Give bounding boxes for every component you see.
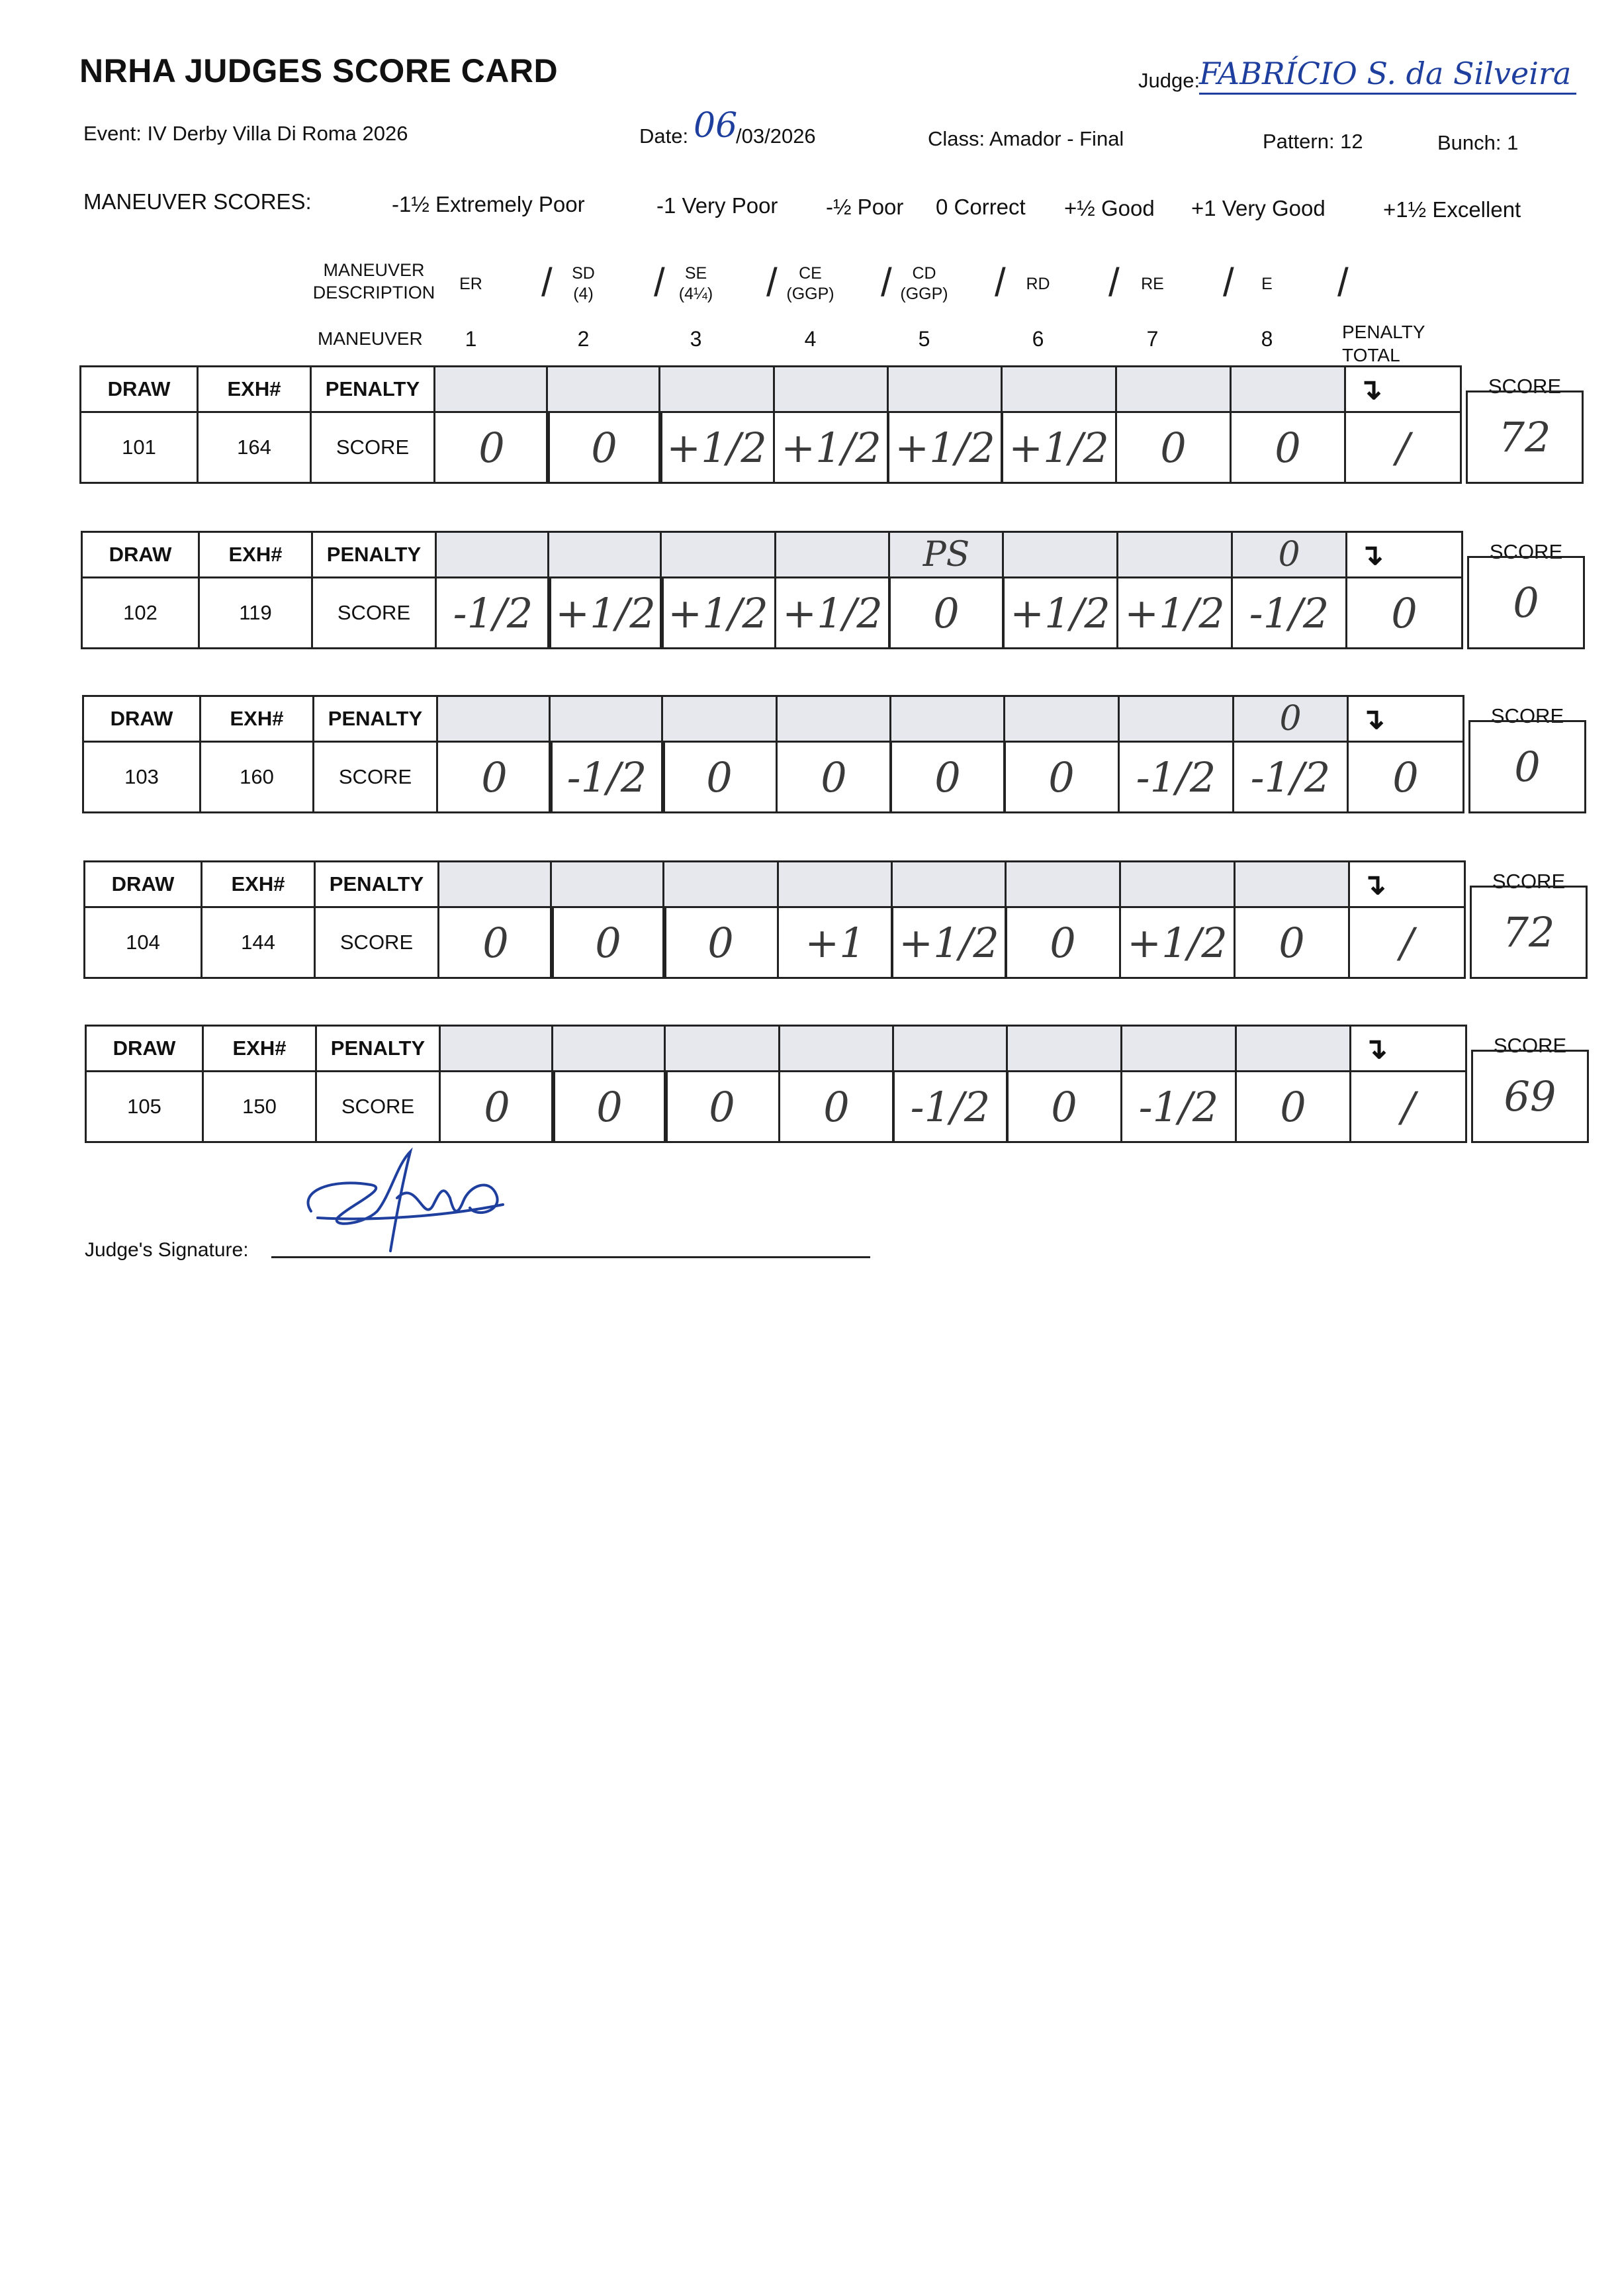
maneuver-number: 7	[1146, 327, 1159, 351]
penalty-total-header: ↴	[1349, 1025, 1467, 1072]
maneuver-score: 0	[1235, 1070, 1351, 1143]
penalty-cell	[1235, 1025, 1351, 1072]
separator-slash: /	[995, 260, 1006, 304]
maneuver-score: +1/2	[1119, 906, 1236, 979]
penalty-cell	[1119, 860, 1236, 908]
maneuver-number: 5	[918, 327, 930, 351]
maneuver-score: -1/2	[892, 1070, 1009, 1143]
penalty-total-header: ↴	[1347, 695, 1464, 743]
penalty-cell	[1002, 531, 1118, 578]
maneuver-code-text: SE	[684, 264, 707, 283]
penalty-cell	[1003, 695, 1120, 743]
maneuver-score: -1/2	[1232, 741, 1349, 813]
penalty-cell	[1006, 1025, 1122, 1072]
penalty-header: PENALTY	[311, 531, 437, 578]
exh-header: EXH#	[201, 860, 316, 908]
draw-header: DRAW	[83, 860, 202, 908]
maneuver-score: 0	[1115, 411, 1232, 484]
score-row-label: SCORE	[315, 1070, 441, 1143]
maneuver-score: -1/2	[1231, 576, 1347, 649]
pattern-number: Pattern: 12	[1263, 130, 1363, 153]
judge-label: Judge:	[1138, 69, 1200, 92]
maneuver-code-text: CE	[799, 264, 822, 283]
exhibitor-number: 119	[198, 576, 313, 649]
draw-header: DRAW	[85, 1025, 204, 1072]
draw-header: DRAW	[82, 695, 201, 743]
draw-number: 104	[83, 906, 202, 979]
penalty-cell	[546, 365, 662, 413]
penalty-cell	[433, 365, 550, 413]
maneuver-score: 0	[1230, 411, 1346, 484]
maneuver-number: 4	[804, 327, 817, 351]
exh-header: EXH#	[198, 531, 313, 578]
penalty-cell	[887, 365, 1003, 413]
maneuver-number: 2	[577, 327, 590, 351]
maneuver-score: +1/2	[773, 411, 889, 484]
score-row-label: SCORE	[314, 906, 439, 979]
penalty-cell	[439, 1025, 555, 1072]
penalty-cell	[1234, 860, 1350, 908]
maneuver-score: +1/2	[887, 411, 1003, 484]
exhibitor-number: 160	[199, 741, 314, 813]
separator-slash: /	[654, 260, 665, 304]
penalty-cell	[661, 695, 778, 743]
bunch-number: Bunch: 1	[1437, 131, 1519, 154]
penalty-total: 0	[1345, 576, 1463, 649]
maneuver-score: 0	[433, 411, 550, 484]
penalty-cell	[658, 365, 775, 413]
score-row-block	[85, 1025, 1587, 1157]
draw-header: DRAW	[79, 365, 199, 413]
legend-item: -½ Poor	[826, 195, 904, 219]
penalty-cell	[1116, 531, 1233, 578]
exhibitor-number: 164	[197, 411, 312, 484]
exh-header: EXH#	[199, 695, 314, 743]
score-row-block	[81, 531, 1583, 663]
penalty-total-label: PENALTY TOTAL	[1342, 322, 1425, 365]
penalty-header: PENALTY	[314, 860, 439, 908]
score-row-block	[82, 695, 1584, 827]
maneuver-score: +1/2	[658, 411, 775, 484]
maneuver-score: 0	[436, 741, 553, 813]
maneuver-score: -1/2	[1120, 1070, 1237, 1143]
penalty-cell	[660, 531, 776, 578]
penalty-cell	[550, 860, 666, 908]
maneuver-score: 0	[778, 1070, 895, 1143]
maneuver-code	[781, 263, 840, 305]
separator-slash: /	[1337, 260, 1349, 304]
penalty-cell	[891, 860, 1007, 908]
score-box: 0	[1467, 556, 1585, 649]
penalty-cell	[664, 1025, 780, 1072]
class-name: Class: Amador - Final	[928, 127, 1124, 150]
maneuver-score: 0	[437, 906, 554, 979]
score-row-label: SCORE	[312, 741, 438, 813]
penalty-cell	[776, 695, 892, 743]
penalty-cell	[892, 1025, 1009, 1072]
maneuver-number: 1	[465, 327, 477, 351]
maneuver-number: 6	[1032, 327, 1044, 351]
penalty-cell	[437, 860, 554, 908]
exhibitor-number: 150	[202, 1070, 317, 1143]
penalty-header: PENALTY	[312, 695, 438, 743]
maneuver-score: 0	[662, 906, 779, 979]
penalty-cell	[551, 1025, 668, 1072]
penalty-header: PENALTY	[310, 365, 435, 413]
judge-name: FABRÍCIO S. da Silveira	[1199, 56, 1576, 95]
maneuver-score: +1/2	[774, 576, 891, 649]
separator-slash: /	[541, 260, 553, 304]
penalty-cell	[549, 695, 665, 743]
maneuver-code-text: RE	[1141, 275, 1164, 293]
maneuver-score: 0	[546, 411, 662, 484]
score-box: 69	[1471, 1050, 1589, 1143]
exh-header: EXH#	[202, 1025, 317, 1072]
maneuver-score: 0	[888, 576, 1005, 649]
score-row-block	[79, 365, 1582, 498]
score-column-label: SCORE	[1493, 1034, 1567, 1057]
separator-slash: /	[1108, 260, 1120, 304]
maneuver-code-text: RD	[1026, 275, 1050, 293]
penalty-cell	[778, 1025, 895, 1072]
exhibitor-number: 144	[201, 906, 316, 979]
maneuver-score: +1/2	[660, 576, 776, 649]
maneuver-score: +1/2	[1116, 576, 1233, 649]
maneuver-score: 0	[551, 1070, 668, 1143]
maneuver-code-text: SD	[572, 264, 595, 283]
penalty-cell	[1230, 365, 1346, 413]
penalty-cell	[1005, 860, 1121, 908]
separator-slash: /	[881, 260, 892, 304]
maneuver-score: 0	[1003, 741, 1120, 813]
penalty-cell	[777, 860, 893, 908]
judge-signature	[291, 1138, 529, 1264]
penalty-cell	[1120, 1025, 1237, 1072]
score-box: 0	[1468, 720, 1586, 813]
date-rest: /03/2026	[736, 124, 816, 148]
penalty-total-header: ↴	[1344, 365, 1462, 413]
maneuver-code-text: E	[1261, 275, 1273, 293]
penalty-cell: PS	[888, 531, 1005, 578]
date-day: 06	[694, 106, 738, 146]
event-name: Event: IV Derby Villa Di Roma 2026	[83, 122, 408, 145]
maneuver-code	[1123, 274, 1183, 295]
draw-number: 102	[81, 576, 200, 649]
maneuver-score: +1	[777, 906, 893, 979]
draw-number: 105	[85, 1070, 204, 1143]
maneuver-number: 3	[690, 327, 702, 351]
maneuver-score: 0	[439, 1070, 555, 1143]
maneuver-code-detail: (GGP)	[786, 285, 834, 304]
penalty-cell: 0	[1231, 531, 1347, 578]
penalty-cell	[774, 531, 891, 578]
penalty-total: 0	[1347, 741, 1464, 813]
score-row-block	[83, 860, 1586, 993]
maneuver-score: +1/2	[1002, 576, 1118, 649]
legend-item: 0 Correct	[936, 195, 1026, 219]
maneuver-description-label: MANEUVER DESCRIPTION	[312, 260, 435, 302]
exh-header: EXH#	[197, 365, 312, 413]
penalty-header: PENALTY	[315, 1025, 441, 1072]
score-box: 72	[1466, 390, 1584, 484]
score-row-label: SCORE	[310, 411, 435, 484]
score-row-label: SCORE	[311, 576, 437, 649]
penalty-cell	[1115, 365, 1232, 413]
penalty-total: /	[1344, 411, 1462, 484]
penalty-cell	[773, 365, 889, 413]
maneuver-score: 0	[550, 906, 666, 979]
maneuver-code-text: CD	[912, 264, 936, 283]
maneuver-score: +1/2	[547, 576, 664, 649]
date-label: Date:	[639, 124, 689, 148]
maneuver-score: 0	[776, 741, 892, 813]
maneuver-code-detail: (4)	[573, 285, 594, 304]
penalty-total-header: ↴	[1345, 531, 1463, 578]
maneuver-code-text: ER	[459, 275, 482, 293]
maneuver-score: 0	[1006, 1070, 1122, 1143]
penalty-cell	[435, 531, 551, 578]
draw-number: 103	[82, 741, 201, 813]
maneuver-code	[441, 274, 501, 295]
draw-header: DRAW	[81, 531, 200, 578]
penalty-cell	[662, 860, 779, 908]
maneuver-score: 0	[889, 741, 1006, 813]
maneuver-code-detail: (GGP)	[900, 285, 948, 304]
maneuver-score: -1/2	[1118, 741, 1234, 813]
penalty-cell	[889, 695, 1006, 743]
maneuver-scores-label: MANEUVER SCORES:	[83, 189, 312, 214]
separator-slash: /	[766, 260, 778, 304]
legend-item: +1½ Excellent	[1383, 197, 1521, 222]
score-column-label: SCORE	[1489, 540, 1563, 563]
penalty-total: /	[1349, 1070, 1467, 1143]
maneuver-code	[895, 263, 954, 305]
maneuver-score: +1/2	[891, 906, 1007, 979]
penalty-total-header: ↴	[1348, 860, 1466, 908]
maneuver-score: -1/2	[549, 741, 665, 813]
maneuver-score: -1/2	[435, 576, 551, 649]
maneuver-number: 8	[1261, 327, 1273, 351]
signature-label: Judge's Signature:	[85, 1239, 249, 1261]
penalty-cell: 0	[1232, 695, 1349, 743]
score-column-label: SCORE	[1492, 870, 1566, 893]
maneuver-code-detail: (4¼)	[678, 285, 713, 304]
penalty-cell	[1001, 365, 1117, 413]
penalty-cell	[1118, 695, 1234, 743]
draw-number: 101	[79, 411, 199, 484]
maneuver-score: +1/2	[1001, 411, 1117, 484]
maneuver-code	[1009, 274, 1068, 295]
penalty-cell	[436, 695, 553, 743]
score-box: 72	[1470, 886, 1588, 979]
penalty-total: /	[1348, 906, 1466, 979]
separator-slash: /	[1223, 260, 1234, 304]
legend-item: -1½ Extremely Poor	[392, 192, 585, 216]
score-column-label: SCORE	[1488, 375, 1562, 398]
maneuver-code	[666, 263, 726, 305]
maneuver-score: 0	[1005, 906, 1121, 979]
maneuver-code	[1238, 274, 1297, 295]
penalty-cell	[547, 531, 664, 578]
maneuver-score: 0	[1234, 906, 1350, 979]
maneuver-number-label: MANEUVER	[318, 328, 423, 349]
legend-item: +1 Very Good	[1191, 196, 1326, 220]
legend-item: -1 Very Poor	[656, 193, 778, 218]
maneuver-code	[554, 263, 613, 305]
maneuver-score: 0	[661, 741, 778, 813]
score-column-label: SCORE	[1490, 704, 1564, 727]
legend-item: +½ Good	[1064, 196, 1155, 220]
maneuver-score: 0	[664, 1070, 780, 1143]
page-title: NRHA JUDGES SCORE CARD	[79, 52, 559, 89]
